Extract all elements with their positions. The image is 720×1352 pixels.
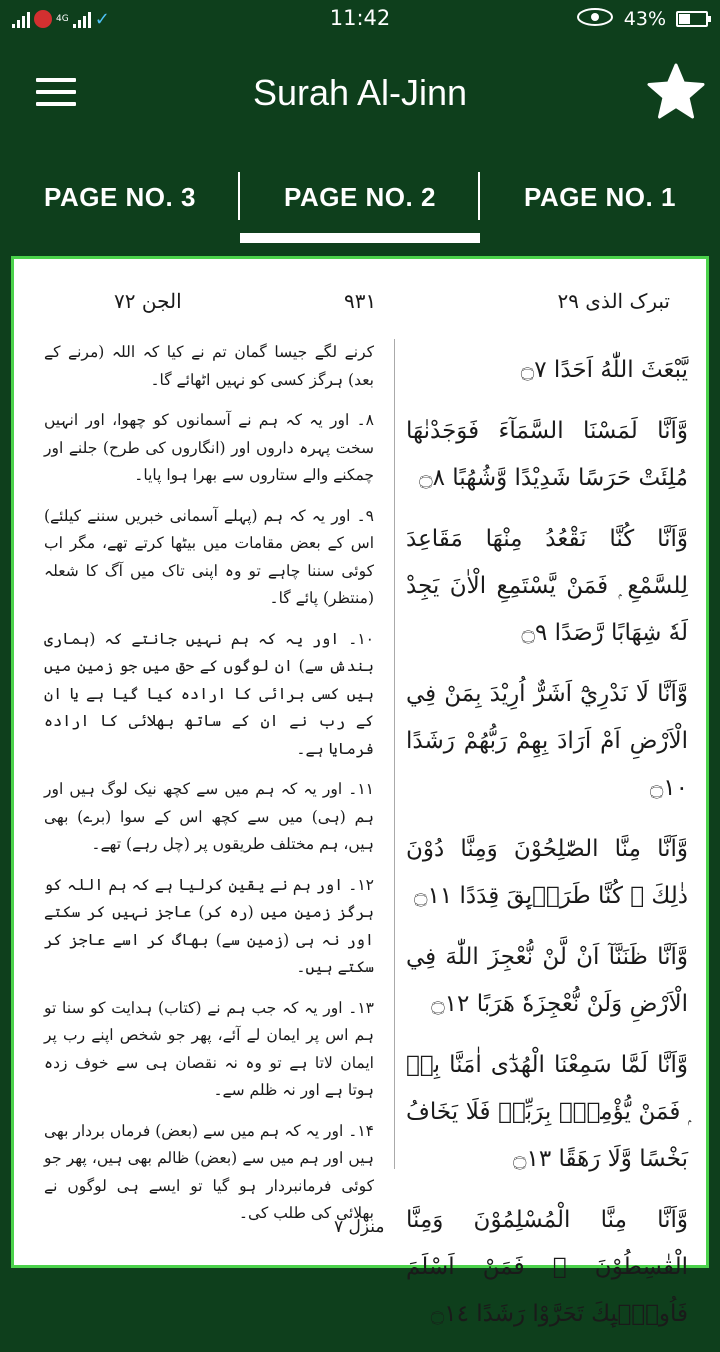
arabic-verse: وَّاَنَّا كُنَّا نَقْعُدُ مِنْهَا مَقَاعِدَ لِلسَّمْعِ ۭ فَمَنْ يَّسْتَمِعِ الْاٰنَ يَجِدْ لَهٗ شِهَابًا رَّصَدًا ۝٩ [406,526,688,646]
arabic-text [406,347,688,1352]
active-tab-indicator [240,233,480,243]
carrier-icon: ✓ [94,8,110,30]
footer-manzil: منزل ۷ [334,1217,385,1237]
header-surah: الجن ۷۲ [114,289,182,313]
translation-paragraph: ۱۳۔ اور یہ کہ جب ہم نے (کتاب) ہدایت کو سنا تو ہم اس پر ایمان لے آئے، پھر جو شخص اپنے رب پر ایمان لاتا ہے تو وہ نہ نقصان ہی سے خوف زدہ ہوتا ہے اور نہ ظلم سے۔ [44,998,374,1099]
urdu-translation [44,339,374,1241]
translation-paragraph: ۱۲۔ اور ہم نے یقین کرلیا ہے کہ ہم اللہ کو ہرگز زمین میں (رہ کر) عاجز نہیں کر سکتے اور نہ ہی (زمین سے) بھاگ کر اسے عاجز کر سکتے ہیں۔ [44,875,374,976]
translation-paragraph: ۱۰۔ اور یہ کہ ہم نہیں جانتے کہ (ہماری بندش سے) ان لوگوں کے حق میں جو زمین میں ہیں کسی برائی کا ارادہ کیا گیا ہے یا ان کے رب نے ان کے ساتھ بھلائی کا ارادہ فرمایا ہے۔ [44,629,374,758]
tab-label: PAGE NO. 1 [524,182,676,212]
header-juz: تبرک الذی ۲۹ [557,289,670,313]
tab-page-3[interactable] [0,150,240,245]
arabic-verse: يَّبْعَثَ اللّٰهُ اَحَدًا ۝٧ [520,357,688,383]
network-type: 4G [56,14,69,24]
header-page-number: ۹۳۱ [344,289,377,313]
page-tabs [0,150,720,245]
star-icon[interactable] [646,62,706,122]
battery-percent: 43% [623,8,666,30]
arabic-verse: وَّاَنَّا مِنَّا الْمُسْلِمُوْنَ وَمِنَّا الْقٰسِطُوْنَ ۭ فَمَنْ اَسْلَمَ فَاُولٰۗىِٕكَ تَحَرَّوْا رَشَدًا ۝١٤ [406,1207,688,1327]
page-title: Surah Al-Jinn [252,72,468,113]
translation-paragraph: ۹۔ اور یہ کہ ہم (پہلے آسمانی خبریں سننے کیلئے) اس کے بعض مقامات میں بیٹھا کرتے تھے، مگر اب کوئی سننا چاہے تو وہ اپنی تاک میں آگ کا شعلہ (منتظر) پائے گا۔ [44,506,374,607]
app-bar [0,38,720,150]
status-bar [0,0,720,38]
arabic-verse: وَّاَنَّا لَمَّا سَمِعْنَا الْهُدٰٓى اٰمَنَّا بِهٖ ۭ فَمَنْ يُّؤْمِنْۢ بِرَبِّهٖ فَلَا يَخَافُ بَخْسًا وَّلَا رَهَقًا ۝١٣ [406,1052,688,1172]
arabic-verse: وَّاَنَّا مِنَّا الصّٰلِحُوْنَ وَمِنَّا دُوْنَ ذٰلِكَ ۭ كُنَّا طَرَاۗىِٕقَ قِدَدًا ۝١١ [406,836,688,909]
arabic-verse: وَّاَنَّا ظَنَنَّآ اَنْ لَّنْ نُّعْجِزَ اللّٰهَ فِي الْاَرْضِ وَلَنْ نُّعْجِزَهٗ هَرَبًا ۝١٢ [406,944,688,1017]
battery-icon [676,11,708,27]
tab-label: PAGE NO. 3 [44,182,196,212]
translation-paragraph: ۱۴۔ اور یہ کہ ہم میں سے (بعض) فرماں بردار بھی ہیں اور ہم میں سے (بعض) ظالم بھی ہیں، پھر جو کوئی فرمانبردار ہو گیا تو ایسے ہی لوگوں نے بھلائی کی طلب کی۔ [44,1121,374,1222]
translation-paragraph: ۱۱۔ اور یہ کہ ہم میں سے کچھ نیک لوگ ہیں اور ہم (ہی) میں سے کچھ اس کے سوا (برے) بھی ہیں، ہم مختلف طریقوں پر (چل رہے) تھے۔ [44,780,374,853]
battery-fill [679,14,690,24]
status-time: 11:42 [329,6,391,30]
tab-page-1[interactable] [480,150,720,245]
translation-paragraph: کرنے لگے جیسا گمان تم نے کیا کہ اللہ (مرنے کے بعد) ہرگز کسی کو نہیں اٹھائے گا۔ [44,343,374,389]
translation-paragraph: ۸۔ اور یہ کہ ہم نے آسمانوں کو چھوا، اور انہیں سخت پہرہ داروں اور (انگاروں کی طرح) جلنے اور چمکنے والے ستاروں سے بھرا ہوا پایا۔ [44,411,374,484]
column-divider [394,339,395,1169]
arabic-verse: وَّاَنَّا لَمَسْنَا السَّمَآءَ فَوَجَدْنٰهَا مُلِئَتْ حَرَسًا شَدِيْدًا وَّشُهُبًا ۝٨ [406,418,688,491]
tab-page-2[interactable] [240,150,480,245]
tab-label: PAGE NO. 2 [284,182,436,212]
mushaf-page[interactable] [11,256,709,1327]
arabic-verse: وَّاَنَّا لَا نَدْرِيْٓ اَشَرٌّ اُرِيْدَ بِمَنْ فِي الْاَرْضِ اَمْ اَرَادَ بِهِمْ رَبُّهُمْ رَشَدًا ۝١٠ [406,681,688,801]
